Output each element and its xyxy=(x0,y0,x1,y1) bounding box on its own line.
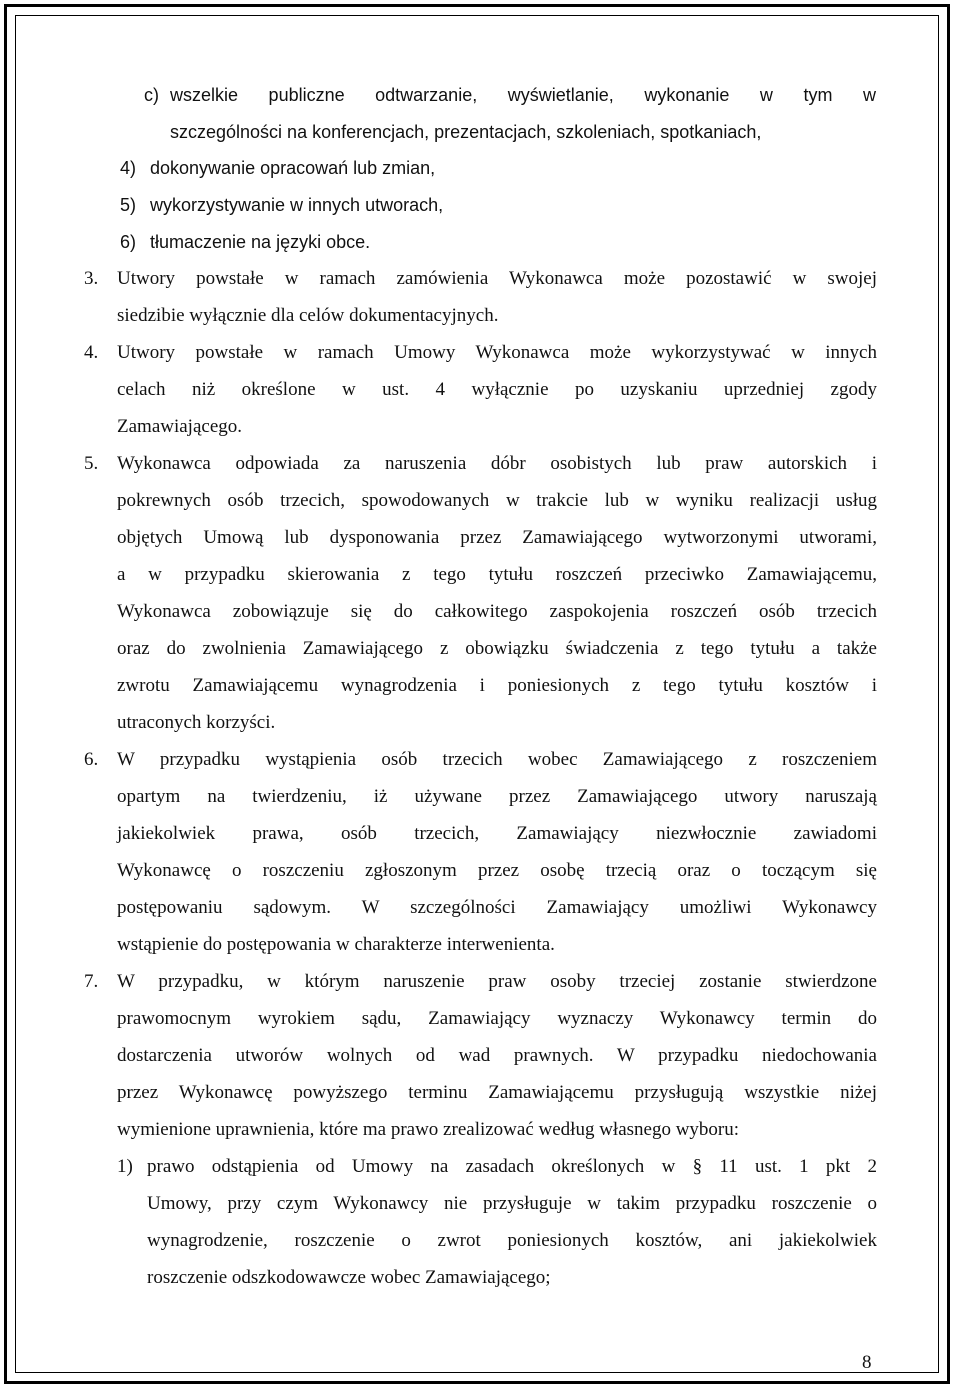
list-item-c-line2: szczególności na konferencjach, prezentacjach, szkoleniach, spotkaniach, xyxy=(170,122,762,142)
paragraph-3-line2: siedzibie wyłącznie dla celów dokumentacyjnych. xyxy=(117,305,499,326)
paragraph-7-line3: dostarczenia utworów wolnych od wad prawnych. W przypadku niedochowania xyxy=(117,1045,877,1066)
paragraph-6-line3: jakiekolwiek prawa, osób trzecich, Zamawiający niezwłocznie zawiadomi xyxy=(117,823,877,844)
paragraph-4-line1: Utwory powstałe w ramach Umowy Wykonawca może wykorzystywać w innych xyxy=(117,342,877,363)
paragraph-5-line8: utraconych korzyści. xyxy=(117,712,276,733)
sublist-1-line2: Umowy, przy czym Wykonawcy nie przysługuje w takim przypadku roszczenie o xyxy=(147,1193,877,1214)
paragraph-6-line1: W przypadku wystąpienia osób trzecich wobec Zamawiającego z roszczeniem xyxy=(117,749,877,770)
paragraph-7-line5: wymienione uprawnienia, które ma prawo zrealizować według własnego wyboru: xyxy=(117,1119,740,1140)
paragraph-7-line2: prawomocnym wyrokiem sądu, Zamawiający wyznaczy Wykonawcy termin do xyxy=(117,1008,877,1029)
page-number: 8 xyxy=(862,1352,872,1373)
list-item-c-line1: wszelkie publiczne odtwarzanie, wyświetlanie, wykonanie w tym w xyxy=(170,85,876,105)
paragraph-6-line2: opartym na twierdzeniu, iż używane przez Zamawiającego utwory naruszają xyxy=(117,786,877,807)
paragraph-5-line1: Wykonawca odpowiada za naruszenia dóbr osobistych lub praw autorskich i xyxy=(117,453,877,474)
paragraph-6-line4: Wykonawcę o roszczeniu zgłoszonym przez osobę trzecią oraz o toczącym się xyxy=(117,860,877,881)
sublist-1-line3: wynagrodzenie, roszczenie o zwrot poniesionych kosztów, ani jakiekolwiek xyxy=(147,1230,877,1251)
list-label-6: 6) xyxy=(120,232,137,252)
paragraph-5-line6: oraz do zwolnienia Zamawiającego z obowiązku świadczenia z tego tytułu a także xyxy=(117,638,877,659)
paragraph-4-line3: Zamawiającego. xyxy=(117,416,243,437)
paragraph-number-3: 3. xyxy=(84,268,99,289)
list-label-c: c) xyxy=(144,85,159,105)
paragraph-number-7: 7. xyxy=(84,971,99,992)
paragraph-5-line7: zwrotu Zamawiającemu wynagrodzenia i poniesionych z tego tytułu kosztów i xyxy=(117,675,877,696)
paragraph-3-line1: Utwory powstałe w ramach zamówienia Wykonawca może pozostawić w swojej xyxy=(117,268,877,289)
list-label-5: 5) xyxy=(120,195,137,215)
paragraph-number-6: 6. xyxy=(84,749,99,770)
paragraph-7-line4: przez Wykonawcę powyższego terminu Zamawiającemu przysługują wszystkie niżej xyxy=(117,1082,877,1103)
paragraph-5-line3: objętych Umową lub dysponowania przez Zamawiającego wytworzonymi utworami, xyxy=(117,527,877,548)
paragraph-7-line1: W przypadku, w którym naruszenie praw osoby trzeciej zostanie stwierdzone xyxy=(117,971,877,992)
paragraph-number-5: 5. xyxy=(84,453,99,474)
list-item-5: wykorzystywanie w innych utworach, xyxy=(150,195,444,215)
paragraph-5-line4: a w przypadku skierowania z tego tytułu roszczeń przeciwko Zamawiającemu, xyxy=(117,564,877,585)
sublist-label-1: 1) xyxy=(117,1156,133,1177)
list-item-6: tłumaczenie na języki obce. xyxy=(150,232,371,252)
paragraph-4-line2: celach niż określone w ust. 4 wyłącznie po uzyskaniu uprzedniej zgody xyxy=(117,379,877,400)
paragraph-5-line2: pokrewnych osób trzecich, spowodowanych w trakcie lub w wyniku realizacji usług xyxy=(117,490,877,511)
list-label-4: 4) xyxy=(120,158,137,178)
list-item-4: dokonywanie opracowań lub zmian, xyxy=(150,158,436,178)
sublist-1-line1: prawo odstąpienia od Umowy na zasadach określonych w § 11 ust. 1 pkt 2 xyxy=(147,1156,877,1177)
paragraph-5-line5: Wykonawca zobowiązuje się do całkowitego zaspokojenia roszczeń osób trzecich xyxy=(117,601,877,622)
paragraph-6-line5: postępowaniu sądowym. W szczególności Zamawiający umożliwi Wykonawcy xyxy=(117,897,877,918)
paragraph-number-4: 4. xyxy=(84,342,99,363)
paragraph-6-line6: wstąpienie do postępowania w charakterze interwenienta. xyxy=(117,934,555,955)
sublist-1-line4: roszczenie odszkodowawcze wobec Zamawiającego; xyxy=(147,1267,551,1288)
